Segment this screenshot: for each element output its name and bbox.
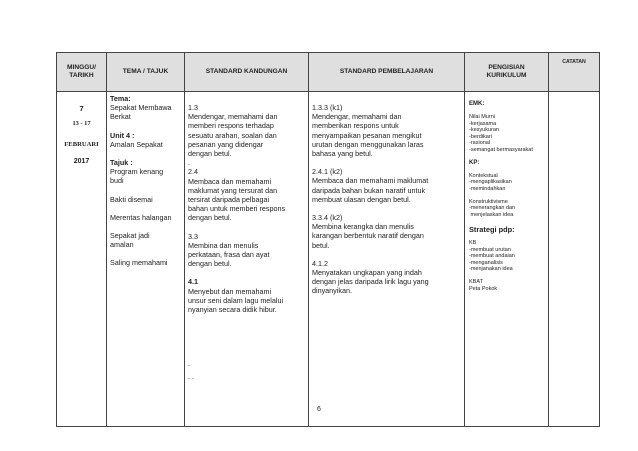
subtopic: Sepakat jadi (110, 231, 150, 241)
table-row (57, 92, 600, 427)
sp-line: Mendengar, memahami dan (312, 112, 402, 122)
sk-line: unsur seni dalam lagu melalui (188, 295, 284, 305)
minggu-cell (57, 92, 107, 427)
week-year: 2017 (73, 158, 90, 165)
sk-line: dengan betul. (188, 259, 232, 269)
pengisian-item: -menerangkan dan (469, 205, 516, 211)
sp-code: 1.3.3 (k1) (312, 103, 343, 112)
tajuk-value: Program kenang (110, 167, 164, 177)
pengisian-item: -membuat andaian (469, 253, 515, 259)
pengisian-item: -kesyukuran (469, 127, 499, 133)
sk-code: 1.3 (188, 103, 198, 112)
sk-line: nyanyian secara didik hibur. (188, 305, 277, 315)
sk-line: tersirat daripada pelbagai (188, 195, 270, 205)
sk-line: bahan untuk memberi respons (188, 204, 286, 214)
sp-line: betul. (312, 240, 330, 250)
header-minggu-tarikh (57, 53, 107, 92)
sp-line: membuat ulasan dengan betul. (312, 194, 411, 204)
lesson-plan-table (56, 52, 600, 427)
sk-line: . (188, 158, 190, 168)
header-tema-tajuk: TEMA / TAJUK (107, 53, 185, 92)
pengisian-item: -memindahkan (469, 185, 506, 192)
pengisian-item: Peta Pokok (469, 285, 498, 292)
pengisian-item: menjelaskan idea (469, 211, 514, 218)
pengisian-item: Kontekstual (469, 172, 498, 179)
pengisian-kurikulum-cell (465, 92, 549, 427)
sp-line: Menyatakan ungkapan yang indah (312, 268, 422, 278)
pengisian-item: -berdikari (469, 133, 492, 140)
sk-line: sesuatu arahan, soalan dan (188, 130, 277, 140)
header-tarikh: TARIKH (69, 72, 94, 79)
header-standard-kandungan: STANDARD KANDUNGAN (185, 53, 309, 92)
sp-line: karangan berbentuk naratif dengan (312, 231, 424, 241)
sk-line: Mendengar, memahami dan (188, 112, 278, 122)
sp-line: memberikan respons untuk (312, 121, 399, 131)
sk-line: pesanan yang didengar (188, 139, 264, 149)
sp-line: urutan dengan menggunakan laras (312, 139, 424, 149)
sk-line: maklumat yang tersurat dan (188, 185, 278, 195)
sp-code: 2.4.1 (k2) (312, 167, 343, 177)
sp-line: dengan jelas daripada lirik lagu yang (312, 277, 429, 287)
pengisian-item: Konstruktivisme (469, 198, 508, 205)
sp-line: daripada bahan bukan naratif untuk (312, 185, 426, 195)
kp-heading: KP: (469, 159, 480, 166)
tajuk-value: budi (110, 176, 124, 186)
pengisian-item: -kerjasama (469, 120, 497, 127)
subtopic: Saling memahami (110, 258, 168, 268)
week-dates: 13 - 17 (72, 120, 91, 127)
sp-line: bahasa yang betul. (312, 149, 373, 159)
tema-cell (107, 92, 185, 427)
header-kurikulum: KURIKULUM (486, 72, 527, 79)
sp-line: dinyanyikan. (312, 286, 352, 296)
subtopic: Merentas halangan (110, 212, 172, 222)
pengisian-item: -mengaplikasikan (469, 179, 512, 185)
emk-heading: EMK: (469, 101, 485, 107)
pengisian-item: -menjanakan idea (469, 266, 513, 272)
sk-line: . . (188, 372, 194, 382)
header-pengisian: PENGISIAN (488, 63, 525, 71)
pengisian-item: KB (469, 240, 477, 246)
sk-line: memberi respons terhadap (188, 121, 274, 131)
page-number: 6 (317, 406, 321, 413)
sk-line: dengan betul. (188, 213, 232, 223)
unit-value: Amalan Sepakat (110, 139, 163, 149)
sp-line: menyampaikan pesanan mengikut (312, 130, 422, 140)
sk-line: perkataan, frasa dan ayat (188, 250, 270, 260)
header-pengisian-kurikulum (465, 53, 549, 92)
week-number: 7 (79, 104, 84, 113)
subtopic: Bakti disemai (110, 194, 153, 204)
pengisian-item: KBAT (469, 279, 483, 285)
header-standard-pembelajaran: STANDARD PEMBELAJARAN (309, 53, 465, 92)
sk-line: . (188, 359, 190, 369)
pengisian-item: -rasional (469, 140, 491, 146)
table-header-row (57, 53, 600, 92)
week-month: FEBRUARI (64, 141, 99, 148)
strategi-heading: Strategi pdp: (469, 224, 515, 234)
tajuk-label: Tajuk : (110, 158, 133, 168)
sp-line: Membina kerangka dan menulis (312, 222, 414, 232)
sp-line: Membaca dan memahami maklumat (312, 176, 429, 186)
sk-line: Membina dan menulis (188, 240, 259, 250)
sk-code: 3.3 (188, 231, 198, 241)
standard-kandungan-cell (185, 92, 309, 427)
pengisian-item: -semangat bermasyarakat (469, 146, 533, 153)
sk-line: Membaca dan memahami (188, 176, 272, 186)
tema-value: Sepakat Membawa (110, 103, 172, 113)
pengisian-item: -membuat urutan (469, 246, 511, 253)
catatan-cell (549, 92, 600, 427)
sk-code: 4.1 (188, 277, 198, 287)
header-minggu: MINGGU/ (67, 63, 96, 71)
tema-label: Tema: (110, 94, 131, 103)
subtopic: amalan (110, 240, 134, 250)
sp-code: 4.1.2 (312, 258, 328, 268)
sk-code: 2.4 (188, 167, 198, 177)
tema-value: Berkat (110, 112, 131, 122)
sp-code: 3.3.4 (k2) (312, 213, 343, 223)
sk-line: Menyebut dan memahami (188, 286, 272, 296)
pengisian-item: Nilai Murni (469, 114, 495, 120)
standard-pembelajaran-cell (309, 92, 465, 427)
pengisian-item: -menganalisis (469, 259, 503, 266)
unit-label: Unit 4 : (110, 130, 135, 140)
header-catatan: CATATAN (549, 53, 600, 92)
sk-line: dengan betul. (188, 149, 232, 159)
